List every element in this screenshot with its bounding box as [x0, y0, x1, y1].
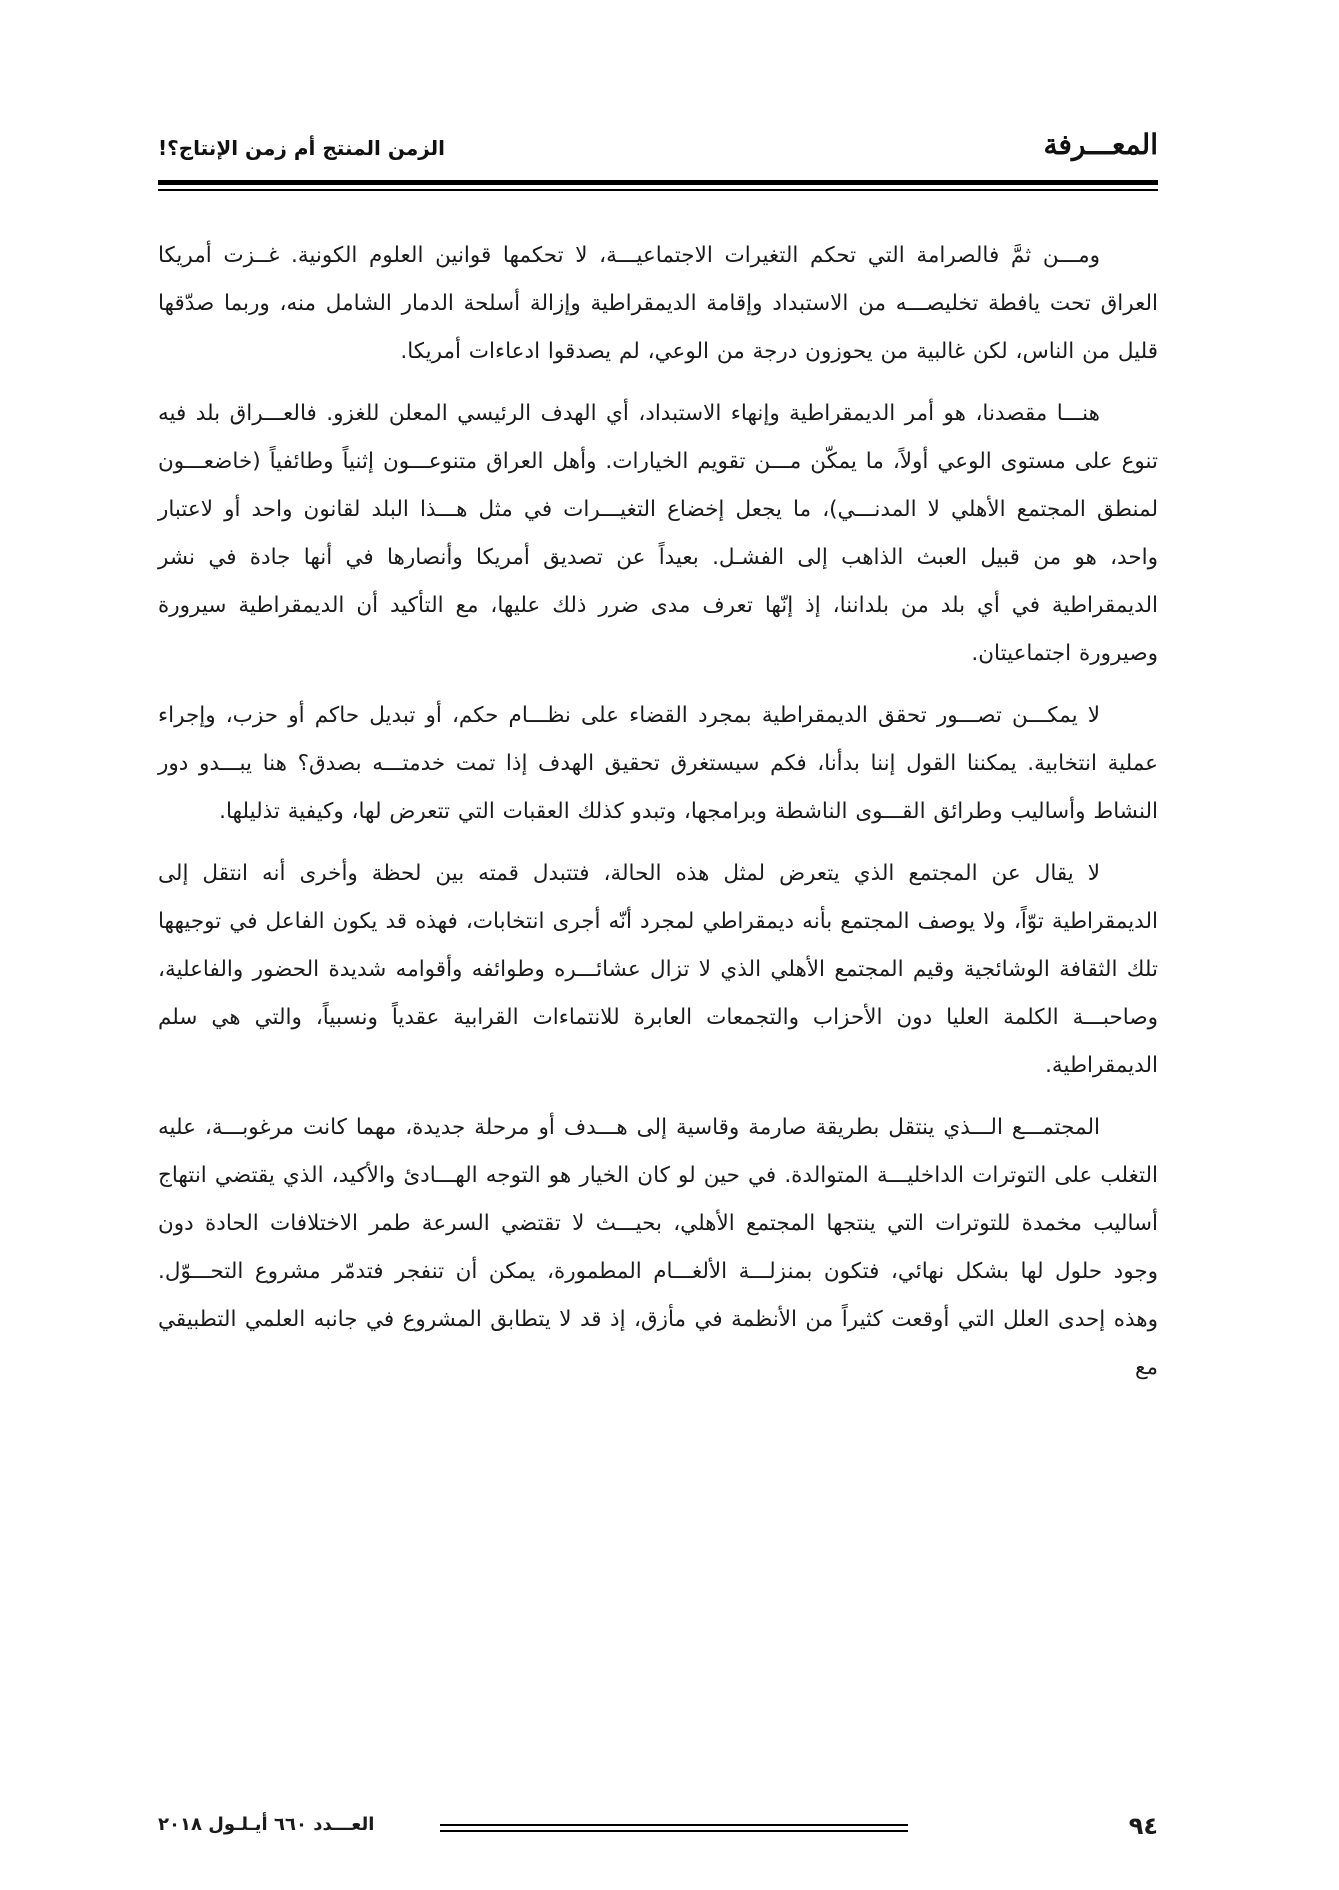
issue-info: العـــدد ٦٦٠ أيـلـول ٢٠١٨: [158, 1814, 375, 1835]
footer-rule-bottom: [440, 1830, 908, 1832]
paragraph-2: هنـــا مقصدنا، هو أمر الديمقراطية وإنهاء الاستبداد، أي الهدف الرئيسي المعلن للغزو. فالعـــراق بلد فيه تنوع على مستوى الوعي أولاً، ما يمكّن مـــن تقويم الخيارات. وأهل العراق متنوعـــون إثنياً وطائفياً (خاضعـــون لمنطق المجتمع الأهلي لا المدنـــي)، ما يجعل إخضاع التغيـــرات في مثل هـــذا البلد لقانون واحد أو لاعتبار واحد، هو من قبيل العبث الذاهب إلى الفشـل. بعيداً عن تصديق أمريكا وأنصارها في أنها جادة في نشر الديمقراطية في أي بلد من بلداننا، إذ إنّها تعرف مدى ضرر ذلك عليها، مع التأكيد أن الديمقراطية سيرورة وصيرورة اجتماعيتان.: [158, 401, 1158, 666]
page-footer: [158, 1812, 1158, 1852]
running-title: الزمن المنتج أم زمن الإنتاج؟!: [158, 136, 446, 160]
paragraph-4: لا يقال عن المجتمع الذي يتعرض لمثل هذه الحالة، فتتبدل قمته بين لحظة وأخرى أنه انتقل إلى الديمقراطية توّاً، ولا يوصف المجتمع بأنه ديمقراطي لمجرد أنّه أجرى انتخابات، فهذه قد يكون الفاعل في توجيهها تلك الثقافة الوشائجية وقيم المجتمع الأهلي الذي لا تزال عشائـــره وطوائفه وأقوامه شديدة الحضور والفاعلية، وصاحبـــة الكلمة العليا دون الأحزاب والتجمعات العابرة للانتماءات القرابية عقدياً ونسبياً، والتي هي سلم الديمقراطية.: [158, 861, 1158, 1078]
journal-logo: المعـــرفة: [1043, 128, 1158, 161]
header-rule-thin: [158, 189, 1158, 191]
footer-rule-top: [440, 1824, 908, 1826]
page-header: [158, 128, 1158, 184]
paragraph-5: المجتمـــع الـــذي ينتقل بطريقة صارمة وقاسية إلى هـــدف أو مرحلة جديدة، مهما كانت مرغوبـــة، عليه التغلب على التوترات الداخليـــة المتوالدة. في حين لو كان الخيار هو التوجه الهـــادئ والأكيد، الذي يقتضي انتهاج أساليب مخمدة للتوترات التي ينتجها المجتمع الأهلي، بحيـــث لا تقتضي السرعة طمر الاختلافات الحادة دون وجود حلول لها بشكل نهائي، فتكون بمنزلـــة الألغـــام المطمورة، يمكن أن تنفجر فتدمّر مشروع التحـــوّل. وهذه إحدى العلل التي أوقعت كثيراً من الأنظمة في مأزق، إذ قد لا يتطابق المشروع في جانبه العلمي التطبيقي مع: [158, 1115, 1158, 1380]
paragraph-3: لا يمكـــن تصـــور تحقق الديمقراطية بمجرد القضاء على نظـــام حكم، أو تبديل حاكم أو حزب، وإجراء عملية انتخابية. يمكننا القول إننا بدأنا، فكم سيستغرق تحقيق الهدف إذا تمت خدمتـــه بصدق؟ هنا يبـــدو دور النشاط وأساليب وطرائق القـــوى الناشطة وبرامجها، وتبدو كذلك العقبات التي تتعرض لها، وكيفية تذليلها.: [158, 703, 1158, 824]
article-body: [158, 232, 1158, 1406]
page-number: ٩٤: [1128, 1812, 1158, 1840]
header-rule-thick: [158, 180, 1158, 185]
paragraph-1: ومـــن ثمَّ فالصرامة التي تحكم التغيرات الاجتماعيـــة، لا تحكمها قوانين العلوم الكونية. غــزت أمريكا العراق تحت يافطة تخليصـــه من الاستبداد وإقامة الديمقراطية وإزالة أسلحة الدمار الشامل منه، وربما صدّقها قليل من الناس، لكن غالبية من يحوزون درجة من الوعي، لم يصدقوا ادعاءات أمريكا.: [158, 243, 1158, 364]
